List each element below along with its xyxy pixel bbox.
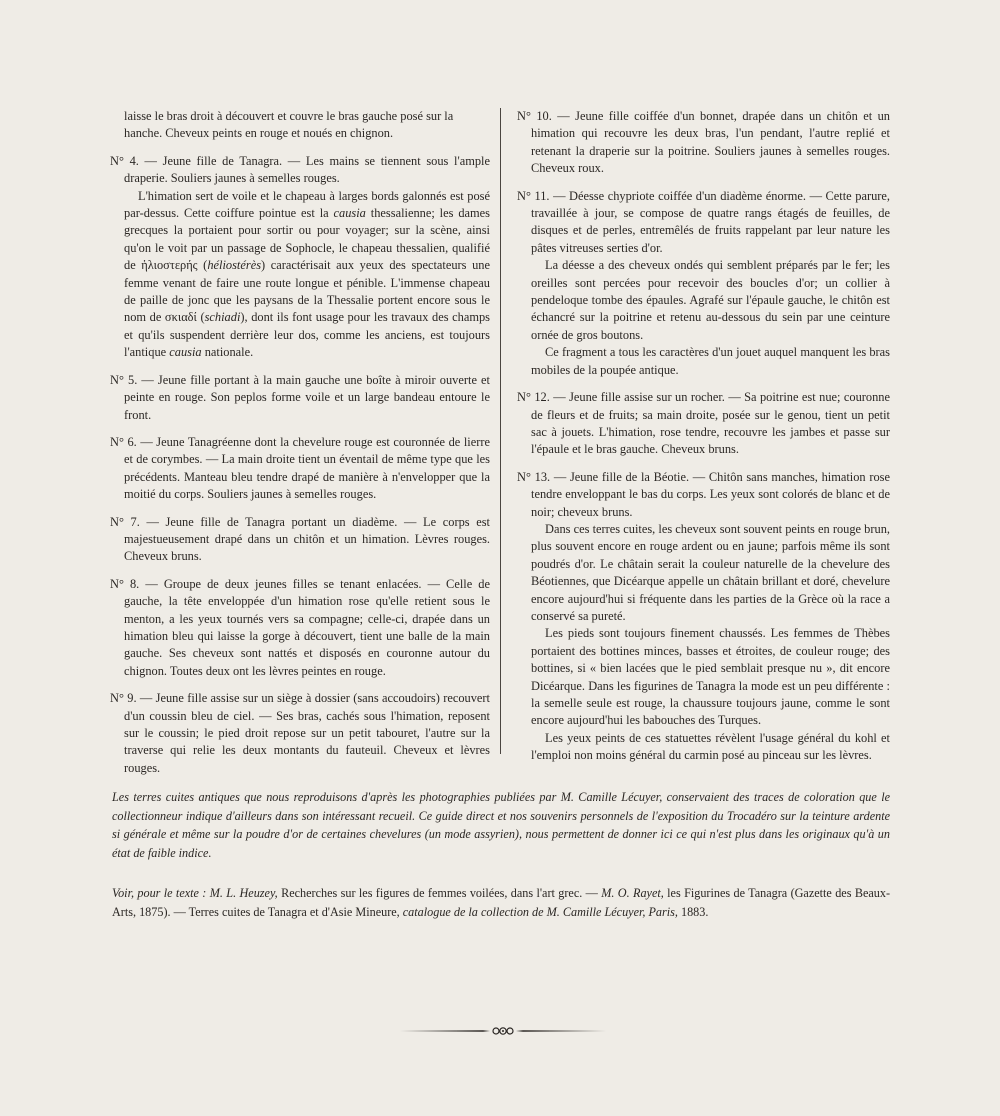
left-column [110,108,490,787]
entry-paragraph: L'himation sert de voile et le chapeau à larges bords galonnés est posé par-dessus. Cette coiffure pointue est la causia thessalienne; les dames grecques la portaient pour sortir ou pour voyager; sur la scène, ainsi qu'on le voit par un passage de Sophocle, le chapeau thessalien, qualifié de ἡλιοστερής (héliostérès) caractérisait aux yeux des spectateurs une femme venant de faire une route longue et pénible. L'immense chapeau de paille de jonc que les paysans de la Thessalie portent encore sous le nom de σκιαδί (schiadi), dont ils font usage pour les travaux des champs et qu'ils suspendent derrière leur dos, comme les anciens, est toujours l'antique causia nationale. [124,188,490,360]
entry-heading: N° 10. — Jeune fille coiffée d'un bonnet, drapée dans un chitôn et un himation qui recouvre les deux bras, l'un pendant, l'autre replié et retenant la draperie sur la poitrine. Souliers jaunes à semelles rouges. Cheveux roux. [517,109,890,176]
entry-13 [517,469,890,765]
ornament-divider [398,1024,608,1038]
text-line: laisse le bras droit à découvert et couvre le bras gauche posé sur la [124,109,454,123]
entry-10 [517,108,890,178]
entry-heading: N° 9. — Jeune fille assise sur un siège à dossier (sans accoudoirs) recouvert d'un coussin bleu de ciel. — Ses bras, cachés sous l'himation, reposent sur le coussin; le pied droit repose sur un petit tabouret, l'autre sur la traverse qui relie les deux montants du fauteuil. Cheveux et lèvres rouges. [110,691,490,775]
entry-5 [110,372,490,424]
references [112,884,890,921]
entry-11 [517,188,890,379]
entry-paragraph: Ce fragment a tous les caractères d'un jouet auquel manquent les bras mobiles de la poupée antique. [531,345,890,377]
text-line: hanche. Cheveux peints en rouge et noués en chignon. [124,126,394,141]
right-column [517,108,890,775]
entry-6 [110,434,490,504]
entry-7 [110,514,490,566]
entry-paragraph: Dans ces terres cuites, les cheveux sont souvent peints en rouge brun, plus souvent encore en rouge ardent ou en jaune; parfois même ils sont poudrés d'or. Le châtain serait la couleur naturelle de la chevelure des Béotiennes, que Dicéarque appelle un châtain brillant et doré, chevelure encore aujourd'hui si fréquente dans les parties de la Grèce où la race a conservé sa pureté. [531,521,890,623]
entry-heading: N° 8. — Groupe de deux jeunes filles se tenant enlacées. — Celle de gauche, la tête enveloppée d'un himation rose qu'elle retient sous le menton, a les yeux tournés vers sa compagne; celle-ci, drapée dans un himation bleu qui laisse la gorge à découvert, tient une balle de la main gauche. Ses cheveux sont nattés et disposés en couronne autour du chignon. Toutes deux ont les lèvres peintes en rouge. [110,576,490,678]
entry-9 [110,690,490,777]
entry-4 [110,153,490,362]
entry-heading: N° 11. — Déesse chypriote coiffée d'un diadème énorme. — Cette parure, travaillée à jour, se compose de quatre rangs étagés de feuilles, de disques et de perles, entremêlés de fruits rappelant par leur nature les pâtes vitreuses serties d'or. [517,188,890,255]
entry-paragraph: La déesse a des cheveux ondés qui semblent préparés par le fer; les oreilles sont percées pour recevoir des boucles d'or; un collier à pendeloque tombe des épaules. Agrafé sur l'épaule gauche, le chitôn est échancré sur la poitrine et retenu au-dessous du sein par une ceinture ornée de gros boutons. [531,258,890,342]
entry-heading: N° 6. — Jeune Tanagréenne dont la chevelure rouge est couronnée de lierre et de corymbes. — La main droite tient un éventail de même type que les précédents. Manteau bleu tendre drapé de manière à n'envelopper que la moitié du corps. Souliers jaunes à semelles rouges. [110,434,490,502]
entry-paragraph: Les yeux peints de ces statuettes révèlent l'usage général du kohl et l'emploi non moins général du carmin posé au pinceau sur les lèvres. [531,730,890,763]
entry-heading: N° 12. — Jeune fille assise sur un rocher. — Sa poitrine est nue; couronne de fleurs et de fruits; sa main droite, posée sur le genou, tient un petit sac à jouets. L'himation, rose tendre, recouvre les jambes et passe sur l'épaule et le bras gauche. Cheveux bruns. [517,390,890,457]
entry-heading: N° 13. — Jeune fille de la Béotie. — Chitôn sans manches, himation rose tendre enveloppant le bas du corps. Les yeux sont colorés de blanc et de noir; cheveux bruns. [517,469,890,519]
entry-8 [110,576,490,680]
entry-heading: N° 5. — Jeune fille portant à la main gauche une boîte à miroir ouverte et peinte en rouge. Son peplos forme voile et un large bandeau entoure le front. [110,372,490,422]
entry-12 [517,389,890,459]
entry-heading: N° 4. — Jeune fille de Tanagra. — Les mains se tiennent sous l'ample draperie. Souliers jaunes à semelles rouges. [110,153,490,186]
column-divider [500,108,501,754]
footnote-text: Les terres cuites antiques que nous reproduisons d'après les photographies publiées par M. Camille Lécuyer, conservaient des traces de coloration que le collectionneur indique d'ailleurs dans son intéressant recueil. Ce guide direct et nos souvenirs personnels de l'exposition du Trocadéro sur la teinture ardente si générale et même sur la poudre d'or de certaines chevelures (un mode assyrien), nous permettent de donner ici ce qui n'est plus dans les originaux qu'à un état de faible indice. [112,790,890,860]
references-text: Voir, pour le texte : M. L. Heuzey, Recherches sur les figures de femmes voilées, dans l'art grec. — M. O. Rayet, les Figurines de Tanagra (Gazette des Beaux-Arts, 1875). — Terres cuites de Tanagra et d'Asie Mineure, catalogue de la collection de M. Camille Lécuyer, Paris, 1883. [112,886,891,919]
entry-3-continuation [110,108,490,143]
entry-paragraph: Les pieds sont toujours finement chaussés. Les femmes de Thèbes portaient des bottines minces, basses et étroites, de couleur rouge; des bottines, si « bien lacées que le pied semblait presque nu », dit encore Dicéarque. Dans les figurines de Tanagra la mode est un peu différente : la semelle seule est rouge, la chaussure toujours jaune, comme le sont encore aujourd'hui les babouches des Turques. [531,626,890,728]
entry-heading: N° 7. — Jeune fille de Tanagra portant un diadème. — Le corps est majestueusement drapé dans un chitôn et un himation. Lèvres rouges. Cheveux bruns. [110,514,490,564]
footnote-italic [112,788,890,862]
